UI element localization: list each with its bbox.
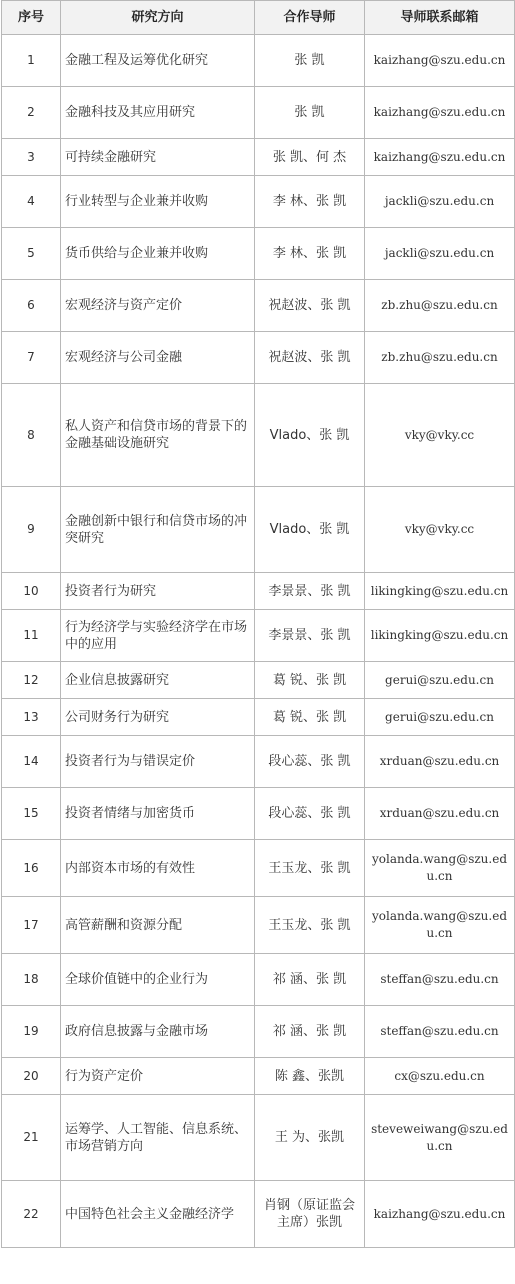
row-number: 1 bbox=[2, 35, 61, 87]
advisor-name: Vlado、张 凯 bbox=[255, 487, 365, 573]
row-number: 13 bbox=[2, 699, 61, 736]
header-advisor: 合作导师 bbox=[255, 1, 365, 35]
advisor-name: 祁 涵、张 凯 bbox=[255, 1006, 365, 1058]
table-header-row bbox=[2, 1, 515, 35]
row-number: 12 bbox=[2, 662, 61, 699]
row-number: 5 bbox=[2, 228, 61, 280]
row-number: 8 bbox=[2, 384, 61, 487]
advisor-name: 肖钢（原证监会主席）张凯 bbox=[255, 1181, 365, 1248]
table-row bbox=[2, 1006, 515, 1058]
table-row bbox=[2, 487, 515, 573]
advisor-email: kaizhang@szu.edu.cn bbox=[365, 139, 515, 176]
advisor-email: steffan@szu.edu.cn bbox=[365, 954, 515, 1006]
advisor-email: steffan@szu.edu.cn bbox=[365, 1006, 515, 1058]
advisor-name: 葛 锐、张 凯 bbox=[255, 662, 365, 699]
table-row bbox=[2, 1058, 515, 1095]
row-number: 2 bbox=[2, 87, 61, 139]
row-number: 3 bbox=[2, 139, 61, 176]
table-row bbox=[2, 788, 515, 840]
research-direction: 政府信息披露与金融市场 bbox=[61, 1006, 255, 1058]
row-number: 17 bbox=[2, 897, 61, 954]
advisor-name: 段心蕊、张 凯 bbox=[255, 788, 365, 840]
row-number: 19 bbox=[2, 1006, 61, 1058]
table-row bbox=[2, 897, 515, 954]
research-direction: 中国特色社会主义金融经济学 bbox=[61, 1181, 255, 1248]
advisor-name: 李 林、张 凯 bbox=[255, 228, 365, 280]
table-row bbox=[2, 228, 515, 280]
row-number: 21 bbox=[2, 1095, 61, 1181]
row-number: 15 bbox=[2, 788, 61, 840]
research-direction: 货币供给与企业兼并收购 bbox=[61, 228, 255, 280]
advisor-name: 祝赵波、张 凯 bbox=[255, 332, 365, 384]
advisor-name: 祝赵波、张 凯 bbox=[255, 280, 365, 332]
advisor-name: 王 为、张凯 bbox=[255, 1095, 365, 1181]
advisor-email: steveweiwang@szu.edu.cn bbox=[365, 1095, 515, 1181]
advisor-name: 葛 锐、张 凯 bbox=[255, 699, 365, 736]
row-number: 7 bbox=[2, 332, 61, 384]
research-direction: 投资者行为与错误定价 bbox=[61, 736, 255, 788]
research-direction: 宏观经济与资产定价 bbox=[61, 280, 255, 332]
research-direction: 公司财务行为研究 bbox=[61, 699, 255, 736]
table-row bbox=[2, 139, 515, 176]
research-direction: 投资者行为研究 bbox=[61, 573, 255, 610]
row-number: 11 bbox=[2, 610, 61, 662]
advisor-email: vky@vky.cc bbox=[365, 487, 515, 573]
advisor-email: cx@szu.edu.cn bbox=[365, 1058, 515, 1095]
row-number: 10 bbox=[2, 573, 61, 610]
research-direction: 行为资产定价 bbox=[61, 1058, 255, 1095]
table-row bbox=[2, 573, 515, 610]
advisor-table bbox=[1, 0, 515, 1248]
advisor-email: likingking@szu.edu.cn bbox=[365, 610, 515, 662]
row-number: 18 bbox=[2, 954, 61, 1006]
table-row bbox=[2, 35, 515, 87]
table-row bbox=[2, 662, 515, 699]
advisor-email: likingking@szu.edu.cn bbox=[365, 573, 515, 610]
header-number: 序号 bbox=[2, 1, 61, 35]
advisor-name: 李景景、张 凯 bbox=[255, 573, 365, 610]
advisor-email: zb.zhu@szu.edu.cn bbox=[365, 332, 515, 384]
table-row bbox=[2, 699, 515, 736]
table-body bbox=[2, 35, 515, 1248]
table-row bbox=[2, 610, 515, 662]
table-row bbox=[2, 176, 515, 228]
advisor-name: 祁 涵、张 凯 bbox=[255, 954, 365, 1006]
row-number: 4 bbox=[2, 176, 61, 228]
research-direction: 宏观经济与公司金融 bbox=[61, 332, 255, 384]
row-number: 9 bbox=[2, 487, 61, 573]
header-direction: 研究方向 bbox=[61, 1, 255, 35]
table-row bbox=[2, 1181, 515, 1248]
research-direction: 金融创新中银行和信贷市场的冲突研究 bbox=[61, 487, 255, 573]
research-direction: 企业信息披露研究 bbox=[61, 662, 255, 699]
advisor-name: 李 林、张 凯 bbox=[255, 176, 365, 228]
table-row bbox=[2, 840, 515, 897]
table-row bbox=[2, 954, 515, 1006]
advisor-email: jackli@szu.edu.cn bbox=[365, 176, 515, 228]
advisor-email: yolanda.wang@szu.edu.cn bbox=[365, 840, 515, 897]
row-number: 22 bbox=[2, 1181, 61, 1248]
research-direction: 高管薪酬和资源分配 bbox=[61, 897, 255, 954]
advisor-name: 王玉龙、张 凯 bbox=[255, 897, 365, 954]
advisor-email: kaizhang@szu.edu.cn bbox=[365, 87, 515, 139]
table-row bbox=[2, 87, 515, 139]
advisor-name: Vlado、张 凯 bbox=[255, 384, 365, 487]
advisor-email: yolanda.wang@szu.edu.cn bbox=[365, 897, 515, 954]
advisor-email: kaizhang@szu.edu.cn bbox=[365, 1181, 515, 1248]
research-direction: 行为经济学与实验经济学在市场中的应用 bbox=[61, 610, 255, 662]
research-direction: 可持续金融研究 bbox=[61, 139, 255, 176]
advisor-name: 张 凯 bbox=[255, 87, 365, 139]
research-direction: 全球价值链中的企业行为 bbox=[61, 954, 255, 1006]
research-direction: 私人资产和信贷市场的背景下的金融基础设施研究 bbox=[61, 384, 255, 487]
row-number: 20 bbox=[2, 1058, 61, 1095]
advisor-email: gerui@szu.edu.cn bbox=[365, 699, 515, 736]
advisor-name: 李景景、张 凯 bbox=[255, 610, 365, 662]
advisor-email: xrduan@szu.edu.cn bbox=[365, 736, 515, 788]
advisor-email: kaizhang@szu.edu.cn bbox=[365, 35, 515, 87]
row-number: 14 bbox=[2, 736, 61, 788]
advisor-name: 段心蕊、张 凯 bbox=[255, 736, 365, 788]
table-row bbox=[2, 1095, 515, 1181]
row-number: 6 bbox=[2, 280, 61, 332]
advisor-email: jackli@szu.edu.cn bbox=[365, 228, 515, 280]
advisor-name: 张 凯 bbox=[255, 35, 365, 87]
advisor-name: 陈 鑫、张凯 bbox=[255, 1058, 365, 1095]
research-direction: 行业转型与企业兼并收购 bbox=[61, 176, 255, 228]
table-row bbox=[2, 332, 515, 384]
advisor-name: 张 凯、何 杰 bbox=[255, 139, 365, 176]
research-direction: 投资者情绪与加密货币 bbox=[61, 788, 255, 840]
research-direction: 运筹学、人工智能、信息系统、市场营销方向 bbox=[61, 1095, 255, 1181]
advisor-email: xrduan@szu.edu.cn bbox=[365, 788, 515, 840]
advisor-email: vky@vky.cc bbox=[365, 384, 515, 487]
advisor-email: gerui@szu.edu.cn bbox=[365, 662, 515, 699]
table-row bbox=[2, 280, 515, 332]
table-row bbox=[2, 384, 515, 487]
header-email: 导师联系邮箱 bbox=[365, 1, 515, 35]
table-row bbox=[2, 736, 515, 788]
research-direction: 金融科技及其应用研究 bbox=[61, 87, 255, 139]
row-number: 16 bbox=[2, 840, 61, 897]
research-direction: 金融工程及运筹优化研究 bbox=[61, 35, 255, 87]
advisor-name: 王玉龙、张 凯 bbox=[255, 840, 365, 897]
research-direction: 内部资本市场的有效性 bbox=[61, 840, 255, 897]
advisor-email: zb.zhu@szu.edu.cn bbox=[365, 280, 515, 332]
